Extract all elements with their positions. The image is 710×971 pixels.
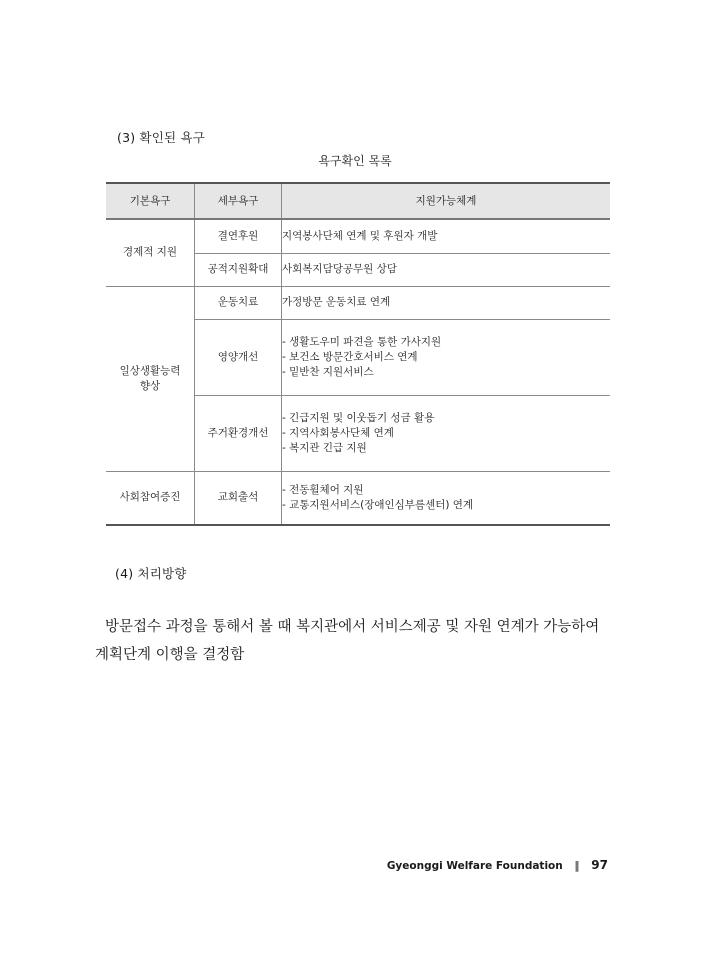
page-footer: [387, 858, 608, 872]
body-paragraph: [95, 613, 625, 669]
support-cell: [282, 219, 611, 253]
sub-need-cell: 주거환경개선: [195, 395, 282, 471]
support-item: - 밑반찬 지원서비스: [282, 365, 374, 378]
support-item: - 지역사회봉사단체 연계: [282, 426, 394, 439]
sub-need-cell: 공적지원확대: [195, 253, 282, 286]
category-cell: 사회참여증진: [106, 471, 195, 525]
header-detailed-need: 세부욕구: [195, 183, 282, 219]
support-item: - 교통지원서비스(장애인심부름센터) 연계: [282, 498, 474, 511]
category-cell: [106, 286, 195, 471]
page-number: 97: [591, 858, 608, 872]
section-4-heading: (4) 처리방향: [115, 566, 187, 581]
support-item: - 전동휠체어 지원: [282, 483, 364, 496]
header-support-system: 지원가능체계: [282, 183, 611, 219]
support-item: - 보건소 방문간호서비스 연계: [282, 350, 418, 363]
support-item: 가정방문 운동치료 연계: [282, 296, 391, 308]
support-cell: [282, 395, 611, 471]
footer-separator: ‖: [574, 860, 580, 872]
table-header-row: [106, 183, 610, 219]
support-cell: [282, 471, 611, 525]
sub-need-cell: 운동치료: [195, 286, 282, 319]
table-row: [106, 219, 610, 253]
support-cell: [282, 286, 611, 319]
table-row: [106, 471, 610, 525]
section-3-heading: (3) 확인된 욕구: [117, 130, 206, 145]
support-cell: [282, 253, 611, 286]
support-item: - 긴급지원 및 이웃돕기 성금 활용: [282, 411, 435, 424]
support-item: - 복지관 긴급 지원: [282, 441, 367, 454]
sub-need-cell: 영양개선: [195, 319, 282, 395]
sub-need-cell: 결연후원: [195, 219, 282, 253]
publisher-name: Gyeonggi Welfare Foundation: [386, 860, 563, 872]
table-title: 욕구확인 목록: [318, 154, 392, 168]
support-item: 지역봉사단체 연계 및 후원자 개발: [282, 229, 438, 242]
sub-need-cell: 교회출석: [195, 471, 282, 525]
support-item: 사회복지담당공무원 상담: [282, 263, 397, 275]
paragraph-line: 방문접수 과정을 통해서 볼 때 복지관에서 서비스제공 및 자원 연계가 가능하여: [105, 619, 600, 635]
header-basic-need: 기본욕구: [106, 183, 195, 219]
needs-table: [106, 182, 610, 526]
category-line: 향상: [139, 379, 161, 392]
category-line: 일상생활능력: [119, 364, 181, 377]
support-cell: [282, 319, 611, 395]
support-item: - 생활도우미 파견을 통한 가사지원: [282, 335, 442, 348]
category-cell: 경제적 지원: [106, 219, 195, 286]
table-row: [106, 286, 610, 319]
paragraph-line: 계획단계 이행을 결정함: [95, 647, 245, 663]
